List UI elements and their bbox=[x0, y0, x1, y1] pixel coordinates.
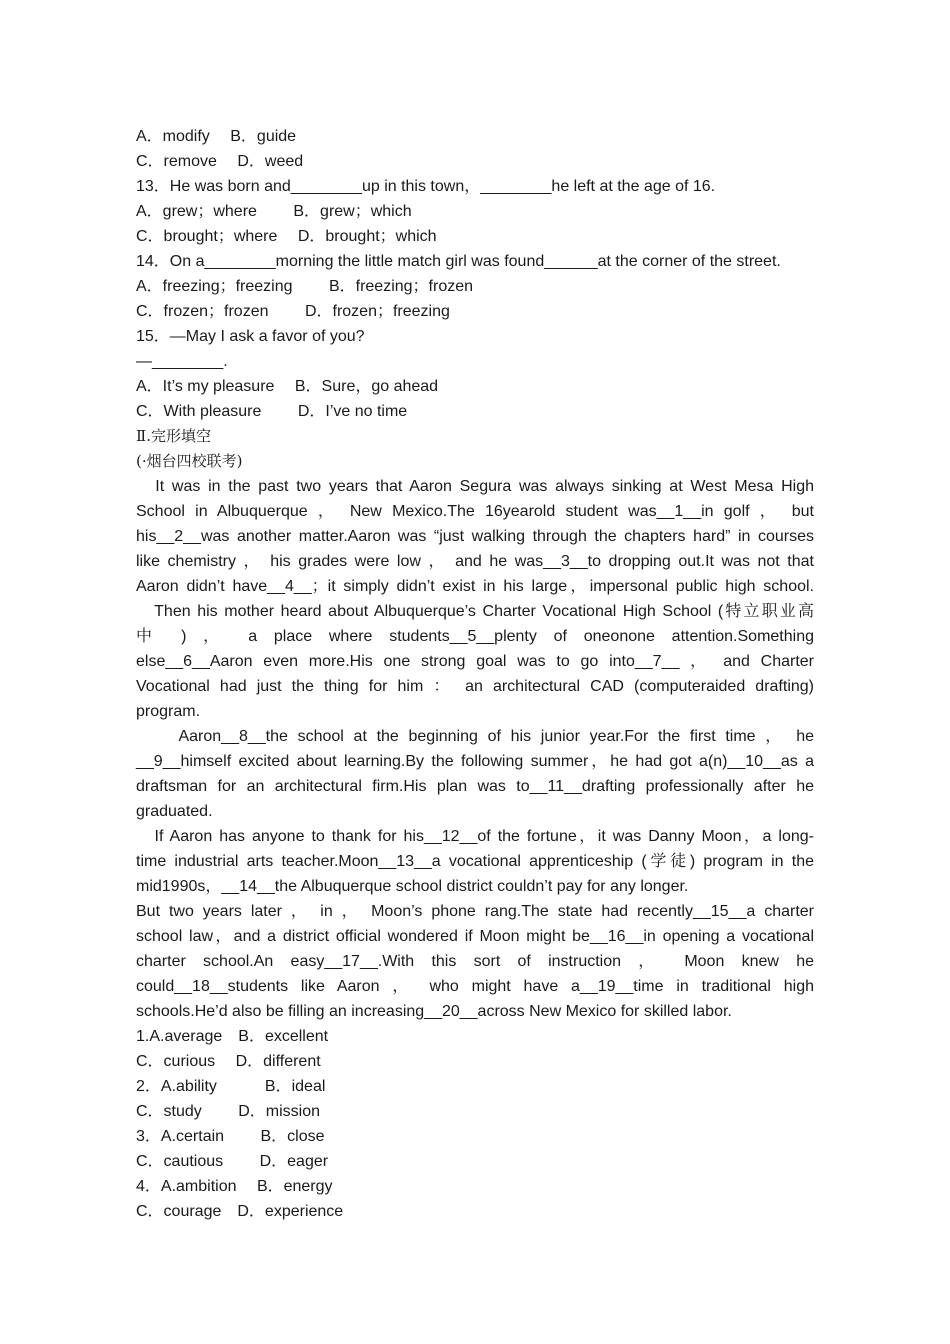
option-line: C．brought；where D．brought；which bbox=[136, 228, 437, 245]
option-line: A．modify B．guide bbox=[136, 128, 297, 145]
passage-line: If Aaron has anyone to thank for his__12__of the fortune，it was Danny Moon，a long- bbox=[136, 828, 814, 845]
answer-option-line: 4．A.ambition B．energy bbox=[136, 1178, 333, 1195]
option-line: C．remove D．weed bbox=[136, 153, 304, 170]
question-stem-reply: —________. bbox=[136, 353, 228, 370]
answer-option-line: 2．A.ability B．ideal bbox=[136, 1078, 326, 1095]
passage-line: else__6__Aaron even more.His one strong goal was to go into__7__ ， and Charter bbox=[136, 653, 814, 670]
passage-line: charter school.An easy__17__.With this sort of instruction ， Moon knew he bbox=[136, 953, 815, 970]
passage-line: But two years later ， in ， Moon’s phone rang.The state had recently__15__a charter bbox=[136, 903, 814, 920]
answer-option-line: C．courage D．experience bbox=[136, 1203, 344, 1220]
document-page bbox=[136, 124, 814, 1224]
answer-option-line: 1.A.average B．excellent bbox=[136, 1028, 329, 1045]
option-line: C．With pleasure D．I’ve no time bbox=[136, 403, 408, 420]
question-stem: 15．—May I ask a favor of you? bbox=[136, 328, 365, 345]
passage-line: Aaron didn’t have__4__；it simply didn’t exist in his large，impersonal public high school. bbox=[136, 578, 814, 595]
answer-option-line: C．cautious D．eager bbox=[136, 1153, 329, 1170]
option-line: A．freezing；freezing B．freezing；frozen bbox=[136, 278, 474, 295]
passage-line: School in Albuquerque ， New Mexico.The 16yearold student was__1__in golf ， but bbox=[136, 503, 815, 520]
section-title: Ⅱ.完形填空 bbox=[136, 427, 211, 445]
passage-line: like chemistry ， his grades were low ， and he was__3__to dropping out.It was not that bbox=[136, 553, 814, 570]
question-stem: 13．He was born and________up in this town，________he left at the age of 16. bbox=[136, 178, 716, 195]
passage-line: time industrial arts teacher.Moon__13__a vocational apprenticeship (学徒) program in the bbox=[136, 853, 814, 870]
passage-paragraph bbox=[136, 599, 814, 724]
passage-paragraph bbox=[136, 899, 814, 1024]
passage-paragraph bbox=[136, 824, 814, 899]
passage-line: program. bbox=[136, 703, 201, 720]
answer-option-line: C．study D．mission bbox=[136, 1103, 321, 1120]
passage-line: Then his mother heard about Albuquerque’s Charter Vocational High School (特立职业高 bbox=[136, 603, 814, 620]
passage-line: mid1990s，__14__the Albuquerque school district couldn’t pay for any longer. bbox=[136, 878, 689, 895]
passage-line: Vocational had just the thing for him ： an architectural CAD (computeraided drafting) bbox=[136, 678, 814, 695]
question-stem: 14．On a________morning the little match girl was found______at the corner of the street. bbox=[136, 253, 781, 270]
passage-line: school law，and a district official wondered if Moon might be__16__in opening a vocational bbox=[136, 928, 814, 945]
section-source: (·烟台四校联考) bbox=[136, 452, 243, 470]
passage-line: Aaron__8__the school at the beginning of his junior year.For the first time ， he bbox=[136, 728, 814, 745]
passage-line: __9__himself excited about learning.By the following summer，he had got a(n)__10__as a bbox=[136, 753, 814, 770]
answer-option-line: 3．A.certain B．close bbox=[136, 1128, 325, 1145]
passage-paragraph bbox=[136, 474, 814, 599]
option-line: A．grew；where B．grew；which bbox=[136, 203, 412, 220]
passage-line: his__2__was another matter.Aaron was “just walking through the chapters hard” in courses bbox=[136, 528, 814, 545]
passage-line: It was in the past two years that Aaron Segura was always sinking at West Mesa High bbox=[136, 478, 814, 495]
option-line: A．It’s my pleasure B．Sure，go ahead bbox=[136, 378, 439, 395]
answer-option-line: C．curious D．different bbox=[136, 1053, 321, 1070]
option-line: C．frozen；frozen D．frozen；freezing bbox=[136, 303, 450, 320]
passage-line: draftsman for an architectural firm.His plan was to__11__drafting professionally after he bbox=[136, 778, 814, 795]
passage-line: 中 ) ， a place where students__5__plenty of oneonone attention.Something bbox=[136, 628, 814, 645]
passage-line: schools.He’d also be filling an increasing__20__across New Mexico for skilled labor. bbox=[136, 1003, 732, 1020]
passage-line: graduated. bbox=[136, 803, 213, 820]
passage-line: could__18__students like Aaron ， who might have a__19__time in traditional high bbox=[136, 978, 814, 995]
passage-paragraph bbox=[136, 724, 814, 824]
